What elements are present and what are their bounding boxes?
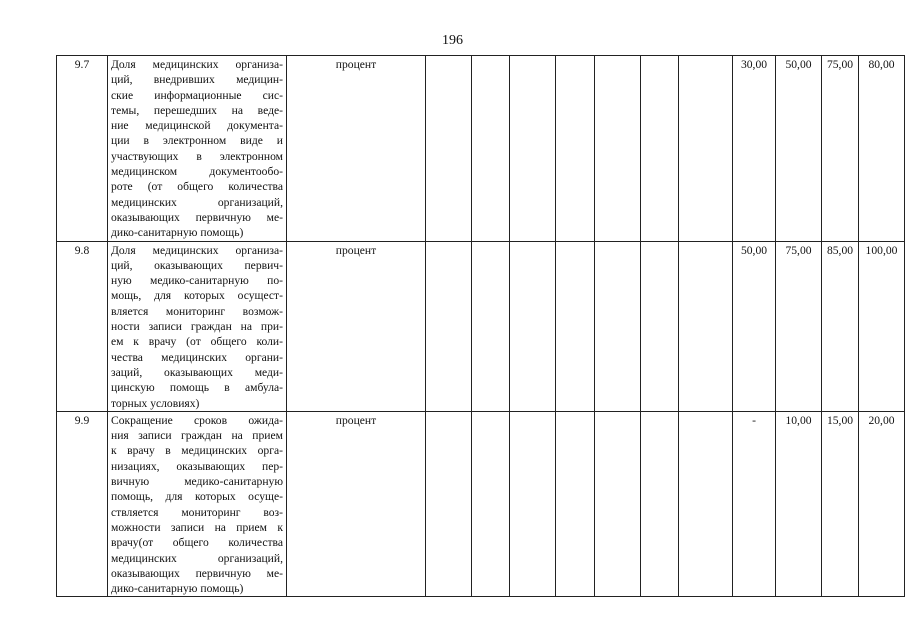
empty-cell: [472, 411, 510, 597]
value-cell-3: 75,00: [822, 56, 859, 242]
empty-cell: [641, 411, 679, 597]
empty-cell: [472, 241, 510, 411]
empty-cell: [679, 411, 733, 597]
table-row: [57, 241, 905, 411]
value-cell-3: 15,00: [822, 411, 859, 597]
value-cell-4: 20,00: [859, 411, 905, 597]
empty-cell: [556, 56, 595, 242]
row-number: 9.8: [57, 241, 108, 411]
row-unit: процент: [287, 56, 426, 242]
empty-cell: [641, 241, 679, 411]
empty-cell: [595, 411, 641, 597]
value-cell-1: -: [733, 411, 776, 597]
empty-cell: [426, 56, 472, 242]
value-cell-2: 50,00: [776, 56, 822, 242]
row-description: Доля медицинских организа- ций, оказывающих первич- ную медико-санитарную по- мощь, для которых осущест- вляется мониторинг возмож- ности записи граждан на при- ем к врачу (от общего коли- чества медицинских органи- заций, оказывающих меди- цинскую помощь в амбула- торных условиях): [108, 241, 287, 411]
row-number: 9.7: [57, 56, 108, 242]
empty-cell: [595, 241, 641, 411]
empty-cell: [510, 241, 556, 411]
table-row: [57, 411, 905, 597]
empty-cell: [679, 241, 733, 411]
value-cell-1: 50,00: [733, 241, 776, 411]
row-description: Доля медицинских организа- ций, внедривших медицин- ские информационные сис- темы, перешедших на веде- ние медицинской документа- ции в электронном виде и участвующих в электронном медицинском документообо- роте (от общего количества медицинских организаций, оказывающих первичную ме- дико-санитарную помощь): [108, 56, 287, 242]
empty-cell: [556, 241, 595, 411]
empty-cell: [510, 56, 556, 242]
value-cell-4: 80,00: [859, 56, 905, 242]
table-row: [57, 56, 905, 242]
empty-cell: [426, 411, 472, 597]
value-cell-3: 85,00: [822, 241, 859, 411]
row-unit: процент: [287, 241, 426, 411]
value-cell-4: 100,00: [859, 241, 905, 411]
empty-cell: [472, 56, 510, 242]
empty-cell: [556, 411, 595, 597]
indicators-table: [56, 55, 905, 597]
value-cell-1: 30,00: [733, 56, 776, 242]
value-cell-2: 10,00: [776, 411, 822, 597]
row-unit: процент: [287, 411, 426, 597]
empty-cell: [510, 411, 556, 597]
value-cell-2: 75,00: [776, 241, 822, 411]
page-number: 196: [442, 33, 463, 48]
empty-cell: [641, 56, 679, 242]
empty-cell: [595, 56, 641, 242]
empty-cell: [426, 241, 472, 411]
row-number: 9.9: [57, 411, 108, 597]
empty-cell: [679, 56, 733, 242]
row-description: Сокращение сроков ожида- ния записи граждан на прием к врачу в медицинских орга- низациях, оказывающих пер- вичную медико-санитарную помощь, для которых осуще- ствляется мониторинг воз- можности записи на прием к врачу(от общего количества медицинских организаций, оказывающих первичную ме- дико-санитарную помощь): [108, 411, 287, 597]
